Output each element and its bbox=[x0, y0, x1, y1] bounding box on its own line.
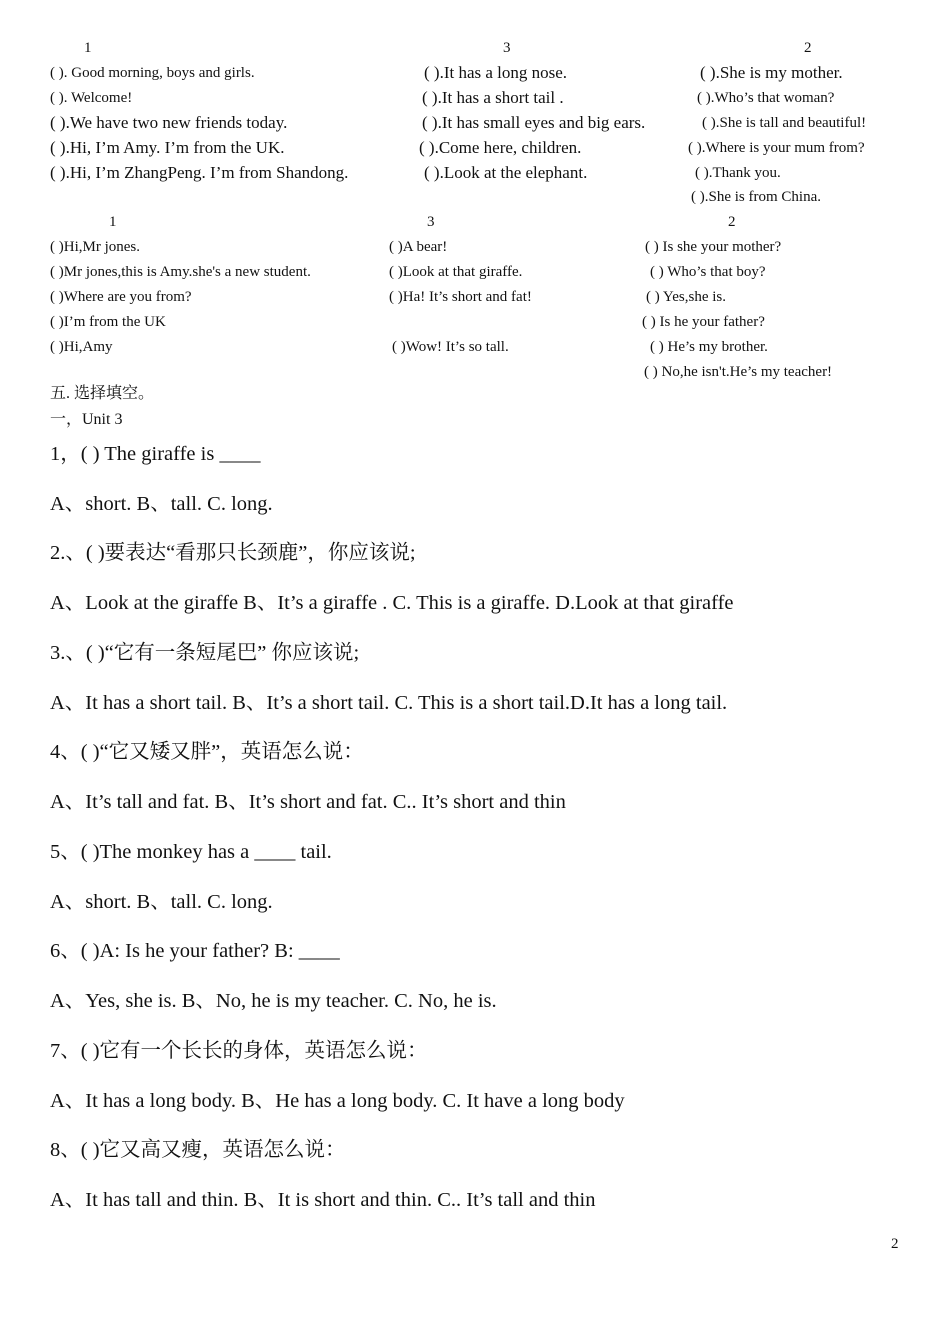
column-number: 1 bbox=[109, 214, 117, 230]
matching-line: ( ) No,he isn't.He’s my teacher! bbox=[644, 364, 833, 380]
question-text: 7、( )它有一个长长的身体，英语怎么说： bbox=[50, 1040, 428, 1062]
matching-line: ( ).She is my mother. bbox=[700, 63, 843, 82]
matching-line: ( ).Come here, children. bbox=[419, 138, 582, 157]
page-number: 2 bbox=[891, 1236, 899, 1252]
column-number: 1 bbox=[84, 40, 92, 56]
matching-line: ( ). Welcome! bbox=[50, 90, 133, 106]
matching-line: ( )A bear! bbox=[389, 239, 448, 255]
matching-line: ( ).It has a short tail . bbox=[422, 88, 564, 107]
matching-line: ( ) Who’s that boy? bbox=[650, 264, 766, 280]
matching-line: ( ) Is she your mother? bbox=[645, 239, 782, 255]
answer-options: A、It has tall and thin. B、It is short and thin. C.. It’s tall and thin bbox=[50, 1189, 596, 1211]
matching-line: ( )Where are you from? bbox=[50, 289, 192, 305]
matching-line: ( )Hi,Mr jones. bbox=[50, 239, 140, 255]
matching-line: ( ).She is tall and beautiful! bbox=[702, 115, 867, 131]
question-text: 5、( )The monkey has a ____ tail. bbox=[50, 841, 332, 863]
matching-line: ( ).Hi, I’m Amy. I’m from the UK. bbox=[50, 138, 285, 157]
question-text: 8、( )它又高又瘦，英语怎么说： bbox=[50, 1139, 346, 1161]
unit-title: 一，Unit 3 bbox=[50, 411, 123, 428]
matching-line: ( ).Who’s that woman? bbox=[697, 90, 835, 106]
matching-line: ( )Wow! It’s so tall. bbox=[392, 339, 509, 355]
answer-options: A、It has a long body. B、He has a long body. C. It have a long body bbox=[50, 1090, 625, 1112]
matching-line: ( ) He’s my brother. bbox=[650, 339, 768, 355]
matching-line: ( )Look at that giraffe. bbox=[389, 264, 523, 280]
matching-line: ( )Hi,Amy bbox=[50, 339, 113, 355]
matching-line: ( ) Is he your father? bbox=[642, 314, 765, 330]
matching-line: ( ).It has small eyes and big ears. bbox=[422, 113, 646, 132]
matching-line: ( )Ha! It’s short and fat! bbox=[389, 289, 532, 305]
question-text: 2.、( )要表达“看那只长颈鹿”，你应该说; bbox=[50, 542, 416, 564]
answer-options: A、short. B、tall. C. long. bbox=[50, 493, 273, 515]
answer-options: A、It has a short tail. B、It’s a short tail. C. This is a short tail.D.It has a long tail. bbox=[50, 692, 728, 714]
matching-line: ( ).Hi, I’m ZhangPeng. I’m from Shandong. bbox=[50, 163, 349, 182]
matching-line: ( ).We have two new friends today. bbox=[50, 113, 288, 132]
column-number: 2 bbox=[804, 40, 812, 56]
answer-options: A、Yes, she is. B、No, he is my teacher. C. No, he is. bbox=[50, 990, 497, 1012]
matching-line: ( )I’m from the UK bbox=[50, 314, 166, 330]
matching-line: ( ).Thank you. bbox=[695, 165, 781, 181]
section-title: 五. 选择填空。 bbox=[50, 385, 155, 402]
column-number: 3 bbox=[503, 40, 511, 56]
matching-line: ( ). Good morning, boys and girls. bbox=[50, 65, 255, 81]
question-text: 3.、( )“它有一条短尾巴” 你应该说; bbox=[50, 642, 360, 664]
matching-line: ( )Mr jones,this is Amy.she's a new student. bbox=[50, 264, 311, 280]
answer-options: A、Look at the giraffe B、It’s a giraffe . C. This is a giraffe. D.Look at that giraffe bbox=[50, 592, 734, 614]
matching-line: ( ).Where is your mum from? bbox=[688, 140, 865, 156]
column-number: 2 bbox=[728, 214, 736, 230]
matching-line: ( ).Look at the elephant. bbox=[424, 163, 588, 182]
question-text: 4、( )“它又矮又胖”，英语怎么说： bbox=[50, 741, 364, 763]
question-text: 6、( )A: Is he your father? B: ____ bbox=[50, 940, 340, 962]
column-number: 3 bbox=[427, 214, 435, 230]
question-text: 1，( ) The giraffe is ____ bbox=[50, 443, 261, 465]
answer-options: A、short. B、tall. C. long. bbox=[50, 891, 273, 913]
matching-line: ( ).It has a long nose. bbox=[424, 63, 568, 82]
matching-line: ( ) Yes,she is. bbox=[646, 289, 727, 305]
matching-line: ( ).She is from China. bbox=[691, 189, 821, 205]
answer-options: A、It’s tall and fat. B、It’s short and fat. C.. It’s short and thin bbox=[50, 791, 566, 813]
